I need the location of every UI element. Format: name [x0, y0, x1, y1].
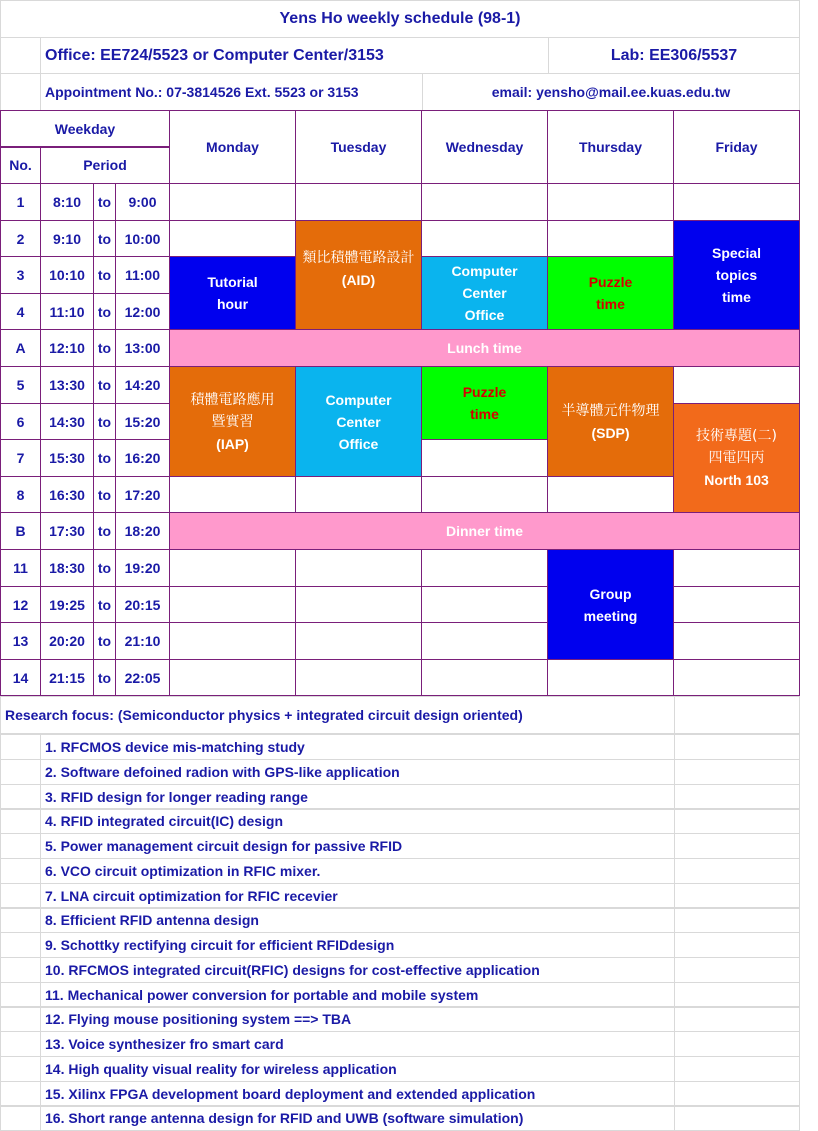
period-no: 1	[0, 183, 41, 221]
period-to: to	[93, 659, 116, 696]
period-start: 20:20	[40, 622, 94, 660]
research-item: 4. RFID integrated circuit(IC) design	[40, 808, 675, 834]
research-item: 8. Efficient RFID antenna design	[40, 907, 675, 933]
period-no: 12	[0, 586, 41, 623]
event-label: Computer Center Office	[451, 263, 518, 323]
period-start: 12:10	[40, 329, 94, 367]
period-to: to	[93, 366, 116, 404]
empty-slot	[673, 659, 800, 696]
research-item: 14. High quality visual reality for wireless application	[40, 1056, 675, 1082]
period-to: to	[93, 403, 116, 440]
event-label: Dinner time	[445, 523, 523, 539]
event-label: (SDP)	[591, 424, 630, 441]
period-end: 20:15	[115, 586, 170, 623]
empty-slot	[673, 622, 800, 660]
puzzle-time	[547, 256, 674, 330]
day-header: Monday	[169, 110, 296, 184]
course-sdp	[547, 366, 674, 477]
period-start: 18:30	[40, 549, 94, 587]
special-topics	[673, 220, 800, 330]
appointment-info: Appointment No.: 07-3814526 Ext. 5523 or 3153	[40, 73, 423, 111]
group-meeting	[547, 549, 674, 660]
day-header: Friday	[673, 110, 800, 184]
research-spacer	[0, 784, 41, 810]
puzzle-time	[421, 366, 548, 440]
office-info: Office: EE724/5523 or Computer Center/3153	[40, 37, 549, 74]
period-no: 5	[0, 366, 41, 404]
lunch-time	[169, 329, 800, 367]
event-label: 暨實習	[211, 413, 254, 430]
empty-slot	[169, 586, 296, 623]
research-spacer	[674, 1031, 800, 1057]
empty-slot	[421, 439, 548, 477]
research-spacer	[0, 808, 41, 834]
empty-slot	[421, 622, 548, 660]
weekday-header: Weekday	[0, 110, 170, 148]
period-end: 14:20	[115, 366, 170, 404]
period-end: 17:20	[115, 476, 170, 513]
event-label: Tutorial hour	[207, 274, 258, 312]
research-spacer	[0, 932, 41, 958]
day-header: Wednesday	[421, 110, 548, 184]
empty-slot	[295, 476, 422, 513]
empty-slot	[295, 586, 422, 623]
empty-slot	[673, 366, 800, 404]
period-no: B	[0, 512, 41, 550]
period-end: 12:00	[115, 293, 170, 330]
period-start: 15:30	[40, 439, 94, 477]
research-item: 10. RFCMOS integrated circuit(RFIC) designs for cost-effective application	[40, 957, 675, 983]
period-end: 15:20	[115, 403, 170, 440]
period-no: 11	[0, 549, 41, 587]
event-label: (AID)	[341, 272, 376, 288]
course-tech-project	[673, 403, 800, 513]
computer-center-office	[421, 256, 548, 330]
period-start: 19:25	[40, 586, 94, 623]
event-label: 四電四丙	[708, 450, 765, 466]
research-spacer	[0, 957, 41, 983]
research-spacer	[674, 1105, 800, 1131]
period-to: to	[93, 293, 116, 330]
period-no: 6	[0, 403, 41, 440]
research-spacer	[0, 982, 41, 1008]
period-to: to	[93, 512, 116, 550]
empty-slot	[547, 659, 674, 696]
event-label: Puzzle time	[462, 384, 507, 422]
research-spacer	[0, 1081, 41, 1107]
event-label: Group meeting	[583, 585, 638, 624]
empty-slot	[421, 220, 548, 257]
empty-slot	[421, 659, 548, 696]
research-spacer	[674, 759, 800, 785]
research-spacer	[0, 1105, 41, 1131]
dinner-time	[169, 512, 800, 550]
period-start: 11:10	[40, 293, 94, 330]
period-no: 2	[0, 220, 41, 257]
research-spacer	[0, 833, 41, 859]
period-to: to	[93, 586, 116, 623]
research-spacer	[674, 932, 800, 958]
research-item: 5. Power management circuit design for passive RFID	[40, 833, 675, 859]
event-label: Puzzle time	[588, 274, 633, 312]
research-spacer	[674, 982, 800, 1008]
period-end: 21:10	[115, 622, 170, 660]
empty-slot	[295, 659, 422, 696]
research-spacer	[674, 1081, 800, 1107]
empty-slot	[421, 586, 548, 623]
header-spacer	[0, 73, 41, 111]
period-to: to	[93, 256, 116, 294]
research-spacer	[674, 734, 800, 760]
empty-slot	[673, 183, 800, 221]
empty-slot	[547, 476, 674, 513]
event-label: Computer Center Office	[325, 391, 392, 452]
period-to: to	[93, 549, 116, 587]
research-spacer	[0, 858, 41, 884]
empty-slot	[295, 549, 422, 587]
page-title: Yens Ho weekly schedule (98-1)	[0, 0, 800, 38]
period-to: to	[93, 622, 116, 660]
period-end: 22:05	[115, 659, 170, 696]
empty-slot	[169, 476, 296, 513]
period-end: 18:20	[115, 512, 170, 550]
period-to: to	[93, 183, 116, 221]
event-label: Lunch time	[447, 340, 522, 356]
empty-slot	[169, 659, 296, 696]
research-spacer	[674, 833, 800, 859]
course-aid	[295, 220, 422, 330]
event-label: North 103	[704, 472, 769, 488]
empty-slot	[169, 622, 296, 660]
research-spacer	[674, 696, 800, 734]
period-to: to	[93, 220, 116, 257]
period-no: 13	[0, 622, 41, 660]
event-label: (IAP)	[216, 435, 249, 452]
empty-slot	[295, 183, 422, 221]
empty-slot	[547, 220, 674, 257]
period-start: 13:30	[40, 366, 94, 404]
empty-slot	[547, 183, 674, 221]
research-item: 16. Short range antenna design for RFID and UWB (software simulation)	[40, 1105, 675, 1131]
research-spacer	[674, 784, 800, 810]
empty-slot	[673, 549, 800, 587]
period-to: to	[93, 476, 116, 513]
period-start: 8:10	[40, 183, 94, 221]
period-end: 19:20	[115, 549, 170, 587]
empty-slot	[295, 622, 422, 660]
research-spacer	[674, 808, 800, 834]
empty-slot	[169, 220, 296, 257]
day-header: Thursday	[547, 110, 674, 184]
period-start: 16:30	[40, 476, 94, 513]
empty-slot	[169, 549, 296, 587]
event-label: 技術專題(二)	[696, 428, 777, 444]
empty-slot	[421, 476, 548, 513]
event-label: Special topics time	[711, 245, 762, 305]
computer-center-office	[295, 366, 422, 477]
research-item: 11. Mechanical power conversion for portable and mobile system	[40, 982, 675, 1008]
period-no: A	[0, 329, 41, 367]
empty-slot	[421, 183, 548, 221]
research-item: 7. LNA circuit optimization for RFIC recevier	[40, 883, 675, 909]
email-info: email: yensho@mail.ee.kuas.edu.tw	[422, 73, 800, 111]
research-spacer	[0, 883, 41, 909]
research-item: 3. RFID design for longer reading range	[40, 784, 675, 810]
period-end: 13:00	[115, 329, 170, 367]
period-start: 9:10	[40, 220, 94, 257]
period-to: to	[93, 439, 116, 477]
research-spacer	[0, 759, 41, 785]
research-item: 15. Xilinx FPGA development board deployment and extended application	[40, 1081, 675, 1107]
research-item: 9. Schottky rectifying circuit for efficient RFIDdesign	[40, 932, 675, 958]
research-spacer	[674, 858, 800, 884]
period-end: 16:20	[115, 439, 170, 477]
period-start: 14:30	[40, 403, 94, 440]
research-item: 6. VCO circuit optimization in RFIC mixer.	[40, 858, 675, 884]
period-end: 9:00	[115, 183, 170, 221]
research-heading: Research focus: (Semiconductor physics + integrated circuit design oriented)	[0, 696, 675, 734]
lab-info: Lab: EE306/5537	[548, 37, 800, 74]
event-label: 半導體元件物理	[561, 402, 660, 419]
research-item: 2. Software defoined radion with GPS-like application	[40, 759, 675, 785]
period-no: 8	[0, 476, 41, 513]
research-spacer	[0, 1056, 41, 1082]
event-label: 類比積體電路設計	[302, 250, 415, 266]
period-end: 11:00	[115, 256, 170, 294]
research-spacer	[674, 957, 800, 983]
period-to: to	[93, 329, 116, 367]
research-item: 13. Voice synthesizer fro smart card	[40, 1031, 675, 1057]
research-spacer	[674, 883, 800, 909]
empty-slot	[169, 183, 296, 221]
research-item: 1. RFCMOS device mis-matching study	[40, 734, 675, 760]
period-start: 21:15	[40, 659, 94, 696]
empty-slot	[421, 549, 548, 587]
period-start: 17:30	[40, 512, 94, 550]
research-spacer	[0, 734, 41, 760]
no-header: No.	[0, 146, 41, 184]
period-start: 10:10	[40, 256, 94, 294]
period-no: 3	[0, 256, 41, 294]
header-spacer	[0, 37, 41, 74]
period-header: Period	[40, 146, 170, 184]
period-no: 4	[0, 293, 41, 330]
period-end: 10:00	[115, 220, 170, 257]
period-no: 7	[0, 439, 41, 477]
research-item: 12. Flying mouse positioning system ==> TBA	[40, 1006, 675, 1032]
research-spacer	[0, 907, 41, 933]
event-label: 積體電路應用	[190, 391, 275, 408]
research-spacer	[674, 907, 800, 933]
period-no: 14	[0, 659, 41, 696]
research-spacer	[0, 1006, 41, 1032]
course-iap	[169, 366, 296, 477]
empty-slot	[673, 586, 800, 623]
tutorial-hour	[169, 256, 296, 330]
research-spacer	[674, 1056, 800, 1082]
research-spacer	[0, 1031, 41, 1057]
day-header: Tuesday	[295, 110, 422, 184]
research-spacer	[674, 1006, 800, 1032]
